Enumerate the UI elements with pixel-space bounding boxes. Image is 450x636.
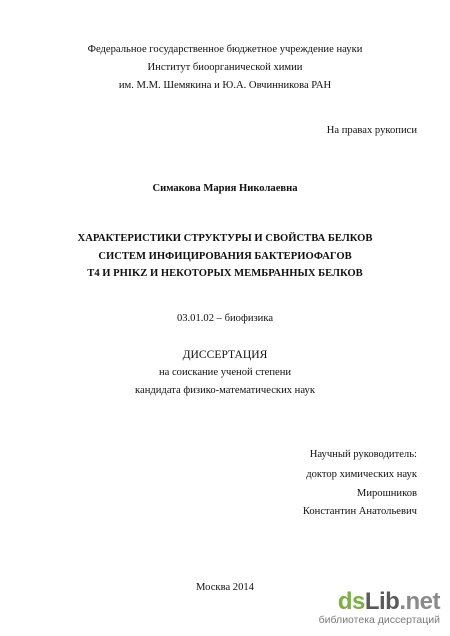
supervisor-surname: Мирошников xyxy=(356,488,417,499)
degree-line-2: кандидата физико-математических наук xyxy=(135,385,315,396)
institution-line-1: Федеральное государственное бюджетное учреждение науки xyxy=(87,44,363,55)
specialty-code: 03.01.02 – биофизика xyxy=(176,313,274,324)
degree-line-1: на соискание ученой степени xyxy=(158,367,292,378)
title-line-3: Т4 И PHIKZ И НЕКОТОРЫХ МЕМБРАННЫХ БЕЛКОВ xyxy=(87,268,363,279)
dissertation-title xyxy=(0,230,450,283)
supervisor-given-name: Константин Анатольевич xyxy=(302,506,417,517)
logo-part-lib: Lib xyxy=(364,588,400,615)
institution-line-3: им. М.М. Шемякина и Ю.А. Овчинникова РАН xyxy=(118,80,332,91)
dslib-logo xyxy=(338,590,440,614)
author-name: Симакова Мария Николаевна xyxy=(152,183,298,194)
supervisor-degree: доктор химических наук xyxy=(306,469,417,480)
rights-note: На правах рукописи xyxy=(326,125,417,136)
place-year: Москва 2014 xyxy=(196,582,254,593)
title-line-2: СИСТЕМ ИНФИЦИРОВАНИЯ БАКТЕРИОФАГОВ xyxy=(98,250,352,262)
logo-part-ds: ds xyxy=(337,588,365,615)
institution-line-2: Институт биоорганической химии xyxy=(147,62,303,73)
logo-part-net: .net xyxy=(399,588,440,615)
supervisor-heading: Научный руководитель: xyxy=(309,449,417,460)
watermark-subtitle: библиотека диссертаций xyxy=(318,614,440,626)
dslib-watermark xyxy=(270,590,440,628)
dissertation-label: ДИССЕРТАЦИЯ xyxy=(182,348,268,361)
title-line-1: ХАРАКТЕРИСТИКИ СТРУКТУРЫ И СВОЙСТВА БЕЛКОВ xyxy=(77,233,373,244)
